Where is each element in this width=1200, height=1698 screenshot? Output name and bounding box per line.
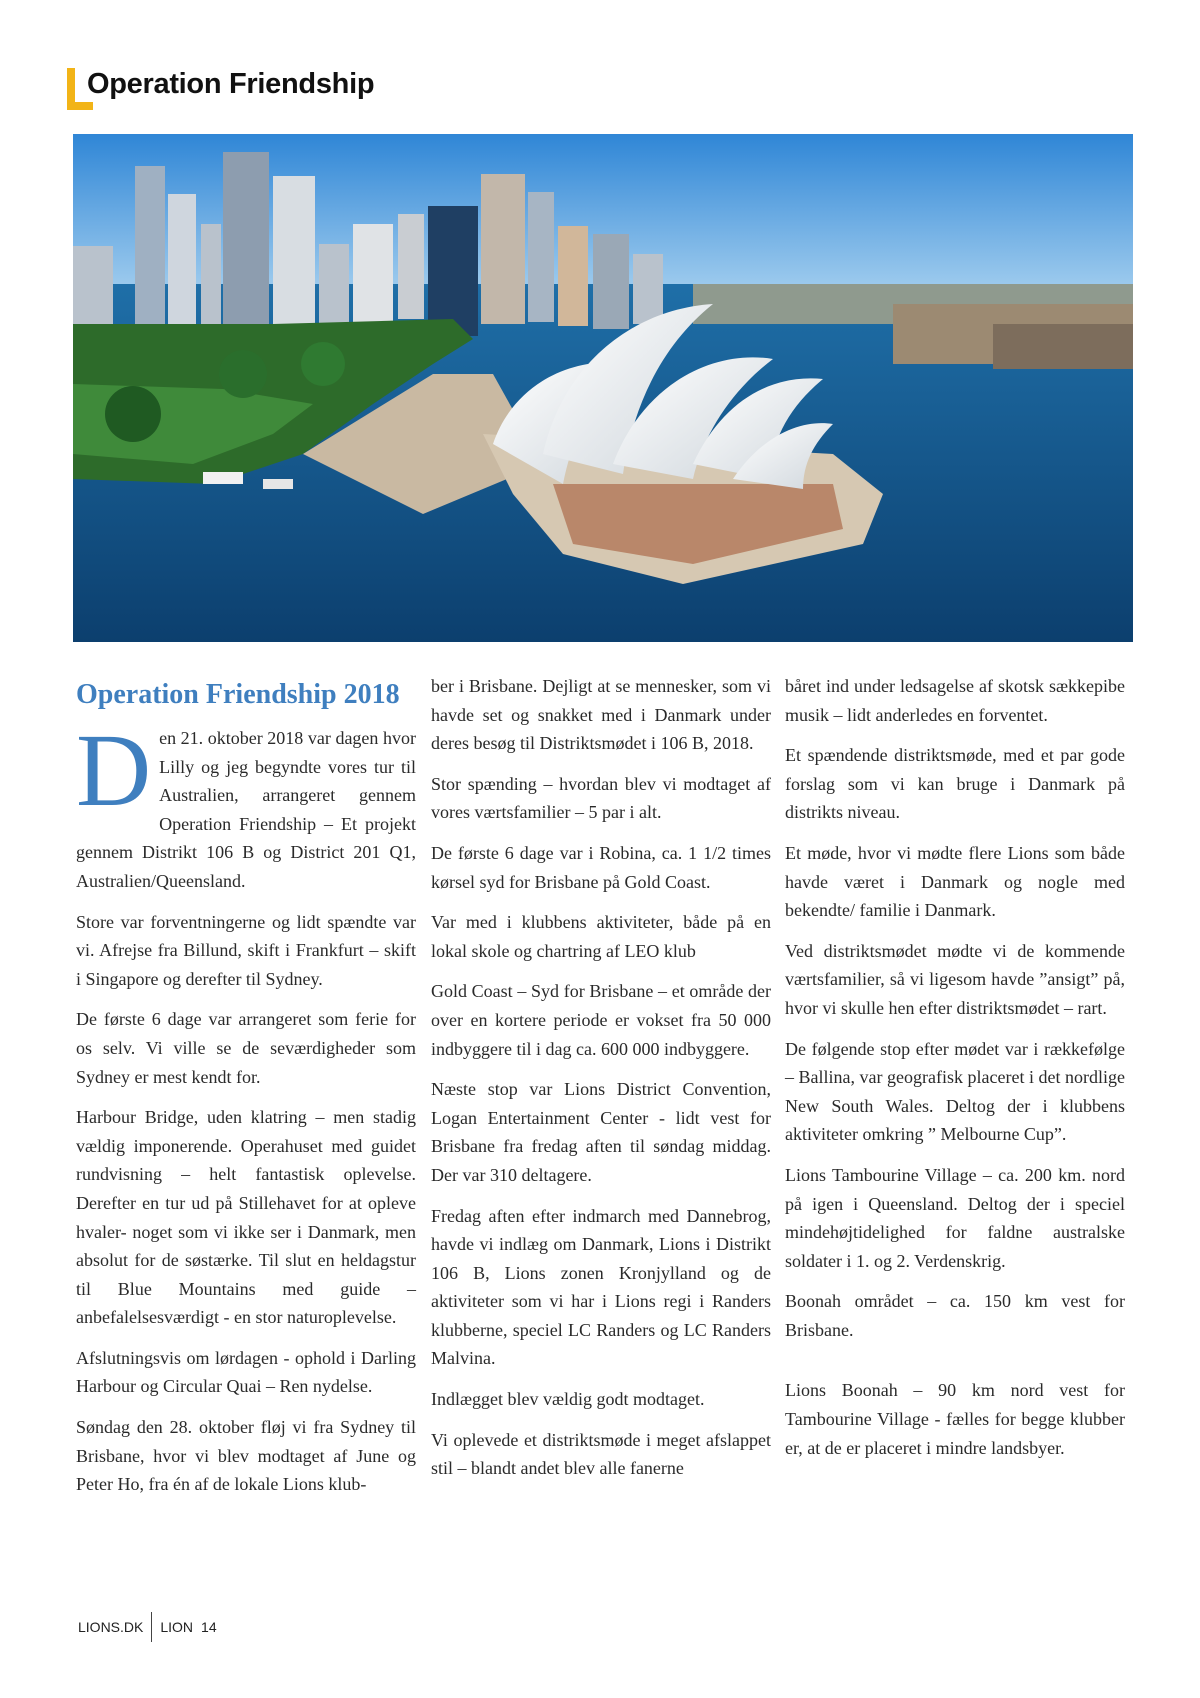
drop-cap: D <box>76 713 152 828</box>
footer-site: LIONS.DK <box>78 1619 144 1635</box>
paragraph: Næste stop var Lions District Convention, Logan Entertainment Center - lidt vest for Brisbane fra fredag aften til søndag middag. Der var 310 deltagere. <box>431 1079 771 1185</box>
paragraph: Vi oplevede et distriktsmøde i meget afslappet stil – blandt andet blev alle fanerne <box>431 1429 771 1479</box>
paragraph: Store var forventningerne og lidt spændte var vi. Afrejse fra Billund, skift i Frankfurt – skift i Singapore og derefter til Sydney. <box>76 911 416 989</box>
paragraph: ber i Brisbane. Dejligt at se mennesker, som vi havde set og snakket med i Danmark under deres besøg til Distriktsmødet i 106 B, 2018. <box>431 676 771 754</box>
paragraph: Lions Tambourine Village – ca. 200 km. nord på igen i Queensland. Deltog der i speciel mindehøjtidelighed for faldne australske soldater i 1. og 2. Verdenskrig. <box>785 1164 1125 1271</box>
article-column-1 <box>76 672 416 1511</box>
paragraph: båret ind under ledsagelse af skotsk sækkepibe musik – lidt anderledes en forventet. <box>785 676 1125 725</box>
paragraph: Gold Coast – Syd for Brisbane – et område der over en kortere periode er vokset fra 50 000 indbyggere til i dag ca. 600 000 indbyggere. <box>431 981 771 1059</box>
paragraph: De første 6 dage var arrangeret som ferie for os selv. Vi ville se de seværdigheder som Sydney er mest kendt for. <box>76 1009 416 1087</box>
article-column-3 <box>785 672 1125 1474</box>
paragraph: Fredag aften efter indmarch med Dannebrog, havde vi indlæg om Danmark, Lions i Distrikt 106 B, Lions zonen Kronjylland og de aktiviteter som vi har i Lions regi i Randers klubberne, speciel LC Randers og LC Randers Malvina. <box>431 1205 771 1369</box>
paragraph: Stor spænding – hvordan blev vi modtaget af vores værtsfamilier – 5 par i alt. <box>431 773 771 823</box>
paragraph: Harbour Bridge, uden klatring – men stadig vældig imponerende. Operahuset med guidet rundvisning – helt fantastisk oplevelse. Derefter en tur ud på Stillehavet for at opleve hvaler- noget som vi ikke ser i Danmark, men absolut for de søstærke. Til slut en heldagstur til Blue Mountains med guide – anbefalelsesværdigt - en stor naturoplevelse. <box>76 1107 416 1328</box>
sydney-opera-house-photo <box>73 134 1133 642</box>
page-number: 14 <box>201 1619 217 1635</box>
paragraph-text: en 21. oktober 2018 var dagen hvor Lilly og jeg begyndte vores tur til Australien, arrangeret gennem Operation Friendship – Et projekt gennem Distrikt 106 B og District 201 Q1, Australien/Queensland. <box>76 728 416 891</box>
paragraph: Et spændende distriktsmøde, med et par gode forslag som vi kan bruge i Danmark på distrikts niveau. <box>785 745 1125 823</box>
hero-photo <box>73 134 1133 642</box>
paragraph: Var med i klubbens aktiviteter, både på en lokal skole og chartring af LEO klub <box>431 912 771 961</box>
paragraph: Indlægget blev vældig godt modtaget. <box>431 1389 705 1410</box>
paragraph <box>76 713 416 896</box>
section-title: Operation Friendship <box>87 68 375 100</box>
article-column-2 <box>431 672 771 1495</box>
paragraph: De følgende stop efter mødet var i rækkefølge – Ballina, var geografisk placeret i det nordlige New South Wales. Deltog der i klubbens aktiviteter omkring ” Melbourne Cup”. <box>785 1038 1125 1145</box>
paragraph: Lions Boonah – 90 km nord vest for Tambourine Village - fælles for begge klubber er, at de er placeret i mindre landsbyer. <box>785 1380 1125 1458</box>
article-title: Operation Friendship 2018 <box>76 679 400 710</box>
paragraph: Søndag den 28. oktober fløj vi fra Sydney til Brisbane, hvor vi blev modtaget af June og Peter Ho, fra én af de lokale Lions klub- <box>76 1417 416 1495</box>
paragraph: Boonah området – ca. 150 km vest for Brisbane. <box>785 1291 1125 1340</box>
paragraph: Afslutningsvis om lørdagen - ophold i Darling Harbour og Circular Quai – Ren nydelse. <box>76 1347 416 1397</box>
page-footer <box>78 1612 217 1642</box>
footer-divider <box>151 1612 152 1642</box>
paragraph: De første 6 dage var i Robina, ca. 1 1/2 times kørsel syd for Brisbane på Gold Coast. <box>431 842 771 892</box>
footer-magazine: LION <box>160 1619 194 1635</box>
paragraph: Et møde, hvor vi mødte flere Lions som både havde været i Danmark og nogle med bekendte/ familie i Danmark. <box>785 842 1125 921</box>
paragraph: Ved distriktsmødet mødte vi de kommende værtsfamilier, så vi ligesom havde ”ansigt” på, hvor vi skulle hen efter distriktsmødet – rart. <box>785 940 1125 1018</box>
